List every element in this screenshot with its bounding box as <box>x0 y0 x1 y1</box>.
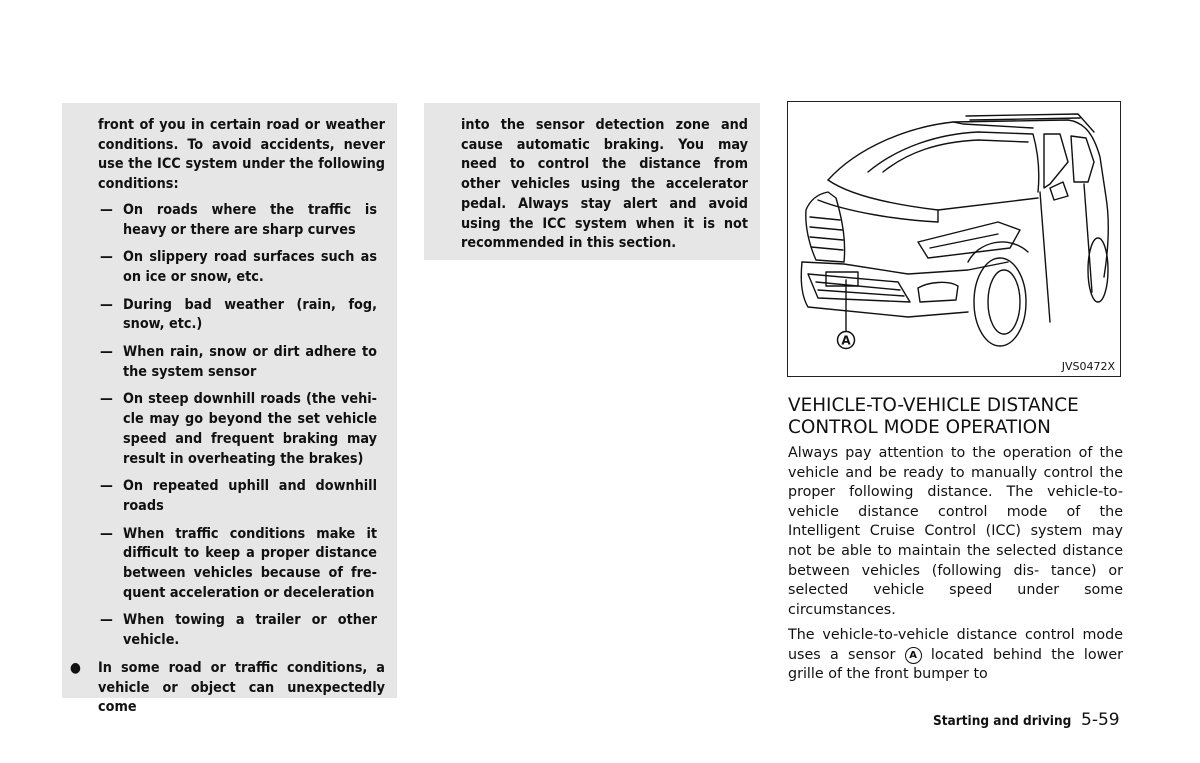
paragraph-sensor-part1: The vehicle-to-vehicle distance control mode uses a sensor <box>788 627 1123 663</box>
condition-text: When traffic conditions make it difficult to keep a proper distance between vehicles because of fre- quent acceleration or deceleration <box>123 525 377 601</box>
page-number: 5-59 <box>1081 710 1120 730</box>
warning-continuation: into the sensor detection zone and cause automatic braking. You may need to control the distance from other vehicles using the accelerator pedal. Always stay alert and avoid using the ICC system when it is not recommended in this section. <box>461 117 748 252</box>
dash-mark: — <box>100 525 113 542</box>
condition-text: On roads where the traffic is heavy or there are sharp curves <box>123 201 377 238</box>
dash-mark: — <box>100 296 113 313</box>
dash-mark: — <box>100 391 113 408</box>
dash-mark: — <box>100 478 113 495</box>
dash-mark: — <box>100 344 113 361</box>
condition-text: On slippery road surfaces such as on ice or snow, etc. <box>123 249 377 285</box>
dash-mark: — <box>100 249 113 266</box>
warning-box-left <box>62 103 397 716</box>
vehicle-figure <box>787 101 1121 377</box>
warning-text-middle <box>461 116 748 254</box>
warning-text-left <box>70 116 385 718</box>
bullet-item <box>70 659 385 718</box>
dash-mark: — <box>100 612 113 629</box>
section-title <box>788 395 1123 439</box>
condition-item <box>98 525 385 604</box>
suv-illustration <box>788 102 1119 375</box>
dash-mark: — <box>100 201 113 218</box>
paragraph-sensor-part2: located behind the lower grille of the front bumper to <box>788 646 1124 683</box>
condition-item <box>98 611 385 650</box>
condition-item <box>98 201 385 240</box>
warning-intro: front of you in certain road or weather conditions. To avoid accidents, never use the ICC system under the following conditions: <box>98 117 385 193</box>
condition-item <box>98 296 385 335</box>
section-title-line2: CONTROL MODE OPERATION <box>788 417 1051 438</box>
condition-item <box>98 248 385 287</box>
condition-item <box>98 477 385 516</box>
condition-text: On steep downhill roads (the vehi- cle may go beyond the set vehicle speed and frequent braking may result in overheating the brakes) <box>123 391 377 467</box>
condition-text: When rain, snow or dirt adhere to the system sensor <box>123 344 377 380</box>
condition-text: On repeated uphill and downhill roads <box>123 478 377 514</box>
condition-item <box>98 343 385 382</box>
callout-letter: A <box>841 333 851 348</box>
paragraph-sensor <box>788 626 1123 685</box>
figure-code: JVS0472X <box>1061 360 1115 373</box>
condition-item <box>98 390 385 469</box>
sensor-marker-icon: A <box>905 647 922 664</box>
bullet-dot: ● <box>70 659 81 676</box>
condition-text: When towing a trailer or other vehicle. <box>123 612 377 649</box>
bullet-text: In some road or traffic conditions, a vehicle or object can unexpectedly come <box>98 659 385 716</box>
footer-section-name: Starting and driving <box>933 713 1072 729</box>
paragraph-attention: Always pay attention to the operation of the vehicle and be ready to manually control the proper following distance. The vehicle-to-vehicle distance control mode of the Intelligent Cruise Control (ICC) system may not be able to maintain the selected distance between vehicles (following dis- tance) or selected vehicle speed under some circumstances. <box>788 445 1123 618</box>
section-title-line1: VEHICLE-TO-VEHICLE DISTANCE <box>788 395 1079 416</box>
conditions-list <box>98 201 385 651</box>
warning-box-middle <box>424 103 760 260</box>
condition-text: During bad weather (rain, fog, snow, etc.) <box>123 296 377 333</box>
